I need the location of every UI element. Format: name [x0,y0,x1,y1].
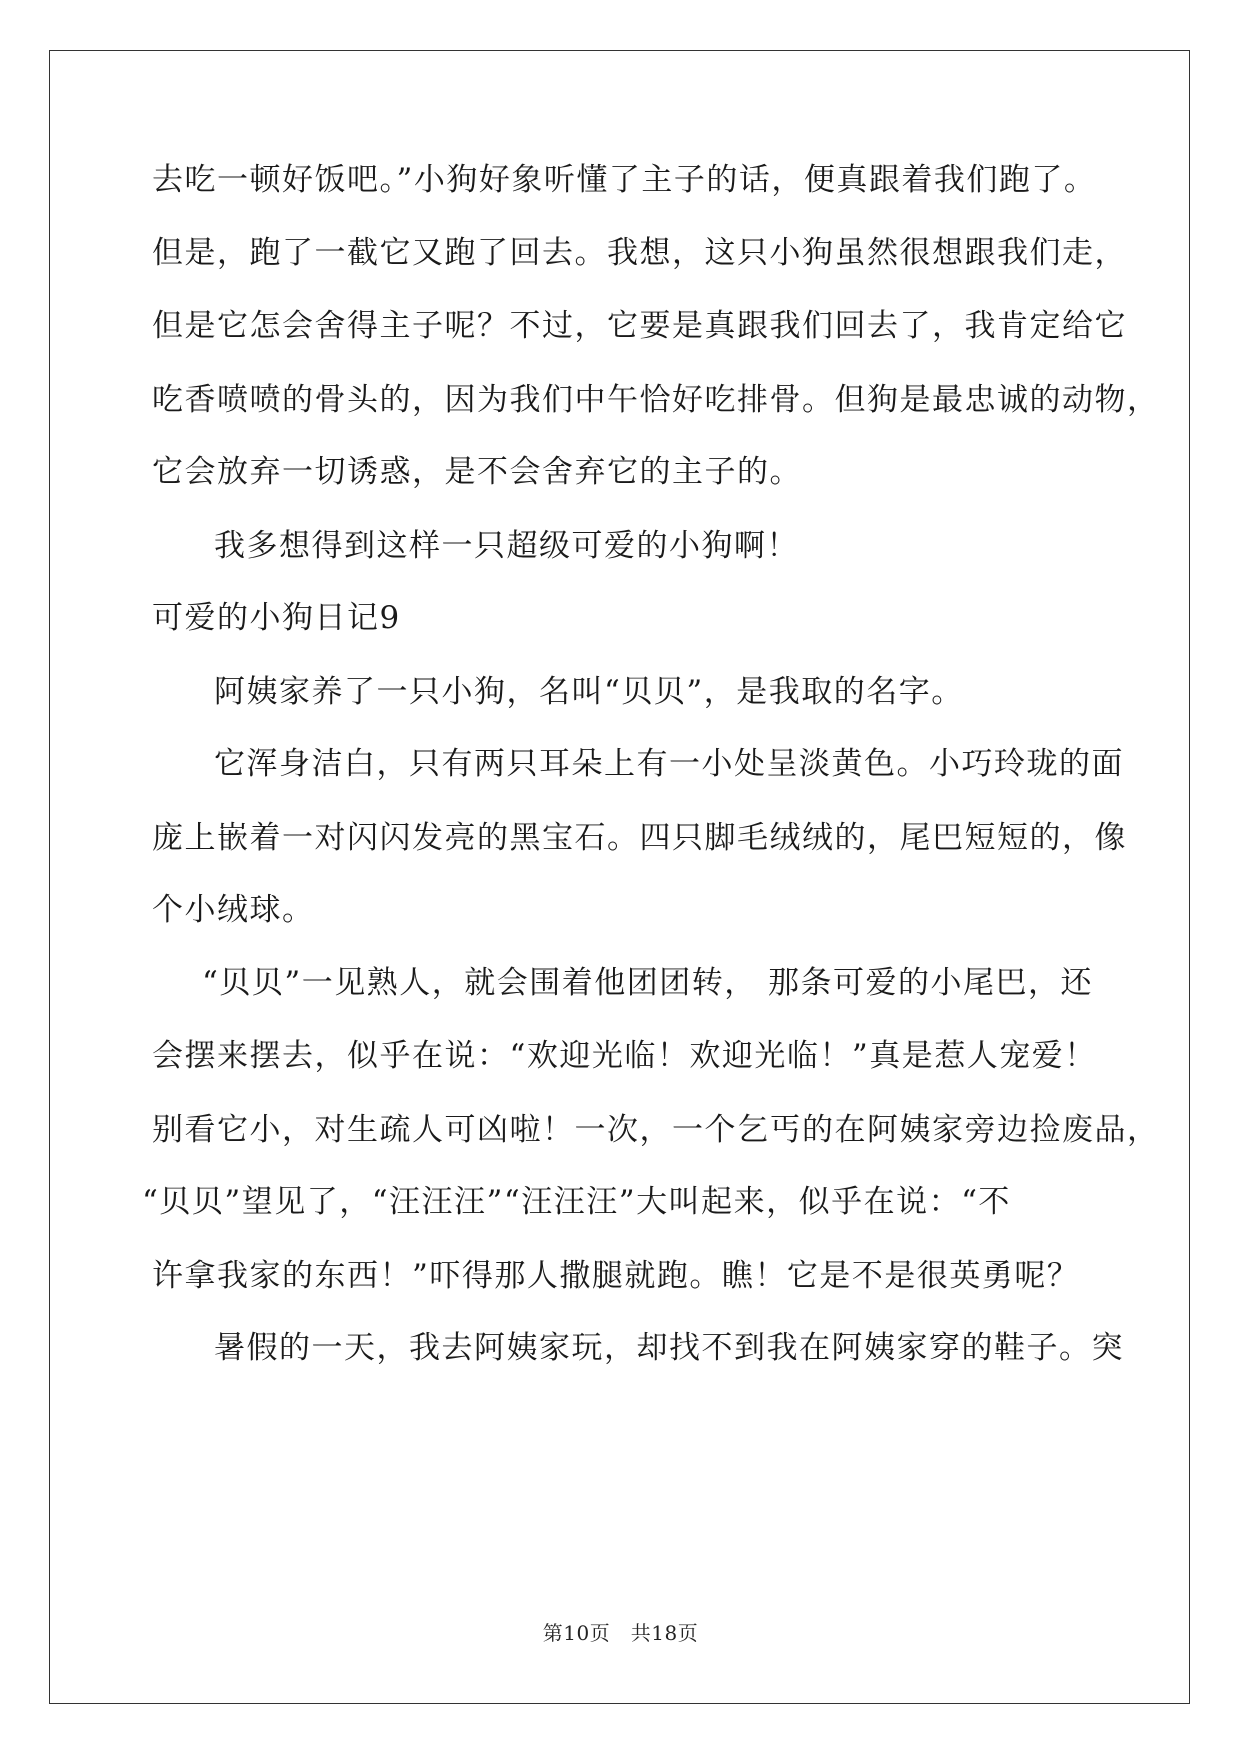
text-line: 但是，跑了一截它又跑了回去。我想，这只小狗虽然很想跟我们走， [152,235,1127,271]
text-line: 吃香喷喷的骨头的，因为我们中午恰好吃排骨。但狗是最忠诚的动物， [152,382,1160,418]
text-line: “贝贝”望见了，“汪汪汪”“汪汪汪”大叫起来，似乎在说：“不 [142,1184,1011,1220]
text-line: 个小绒球。 [152,892,315,928]
paragraph-line: 阿姨家养了一只小狗，名叫“贝贝”，是我取的名字。 [214,674,964,710]
text-line: 它会放弃一切诱惑，是不会舍弃它的主子的。 [152,454,802,490]
text-line: 会摆来摆去，似乎在说：“欢迎光临！欢迎光临！”真是惹人宠爱！ [152,1038,1097,1074]
text-line: 但是它怎会舍得主子呢？不过，它要是真跟我们回去了，我肯定给它 [152,308,1127,344]
text-line: 别看它小，对生疏人可凶啦！一次，一个乞丐的在阿姨家旁边捡废品， [152,1112,1160,1148]
page-number-footer: 第10页 共18页 [542,1621,699,1645]
paragraph-line: 它浑身洁白，只有两只耳朵上有一小处呈淡黄色。小巧玲珑的面 [214,746,1124,782]
text-line: 庞上嵌着一对闪闪发亮的黑宝石。四只脚毛绒绒的，尾巴短短的，像 [152,820,1127,856]
paragraph-line: 暑假的一天，我去阿姨家玩，却找不到我在阿姨家穿的鞋子。突 [214,1330,1124,1366]
paragraph-line: “贝贝”一见熟人，就会围着他团团转， 那条可爱的小尾巴，还 [202,965,1094,1001]
paragraph-line: 我多想得到这样一只超级可爱的小狗啊！ [214,528,799,564]
text-line: 许拿我家的东西！”吓得那人撒腿就跑。瞧！它是不是很英勇呢？ [152,1258,1080,1294]
page-border [49,50,1190,1704]
section-heading: 可爱的小狗日记9 [152,600,401,636]
text-line: 去吃一顿好饭吧。”小狗好象听懂了主子的话，便真跟着我们跑了。 [152,162,1097,198]
